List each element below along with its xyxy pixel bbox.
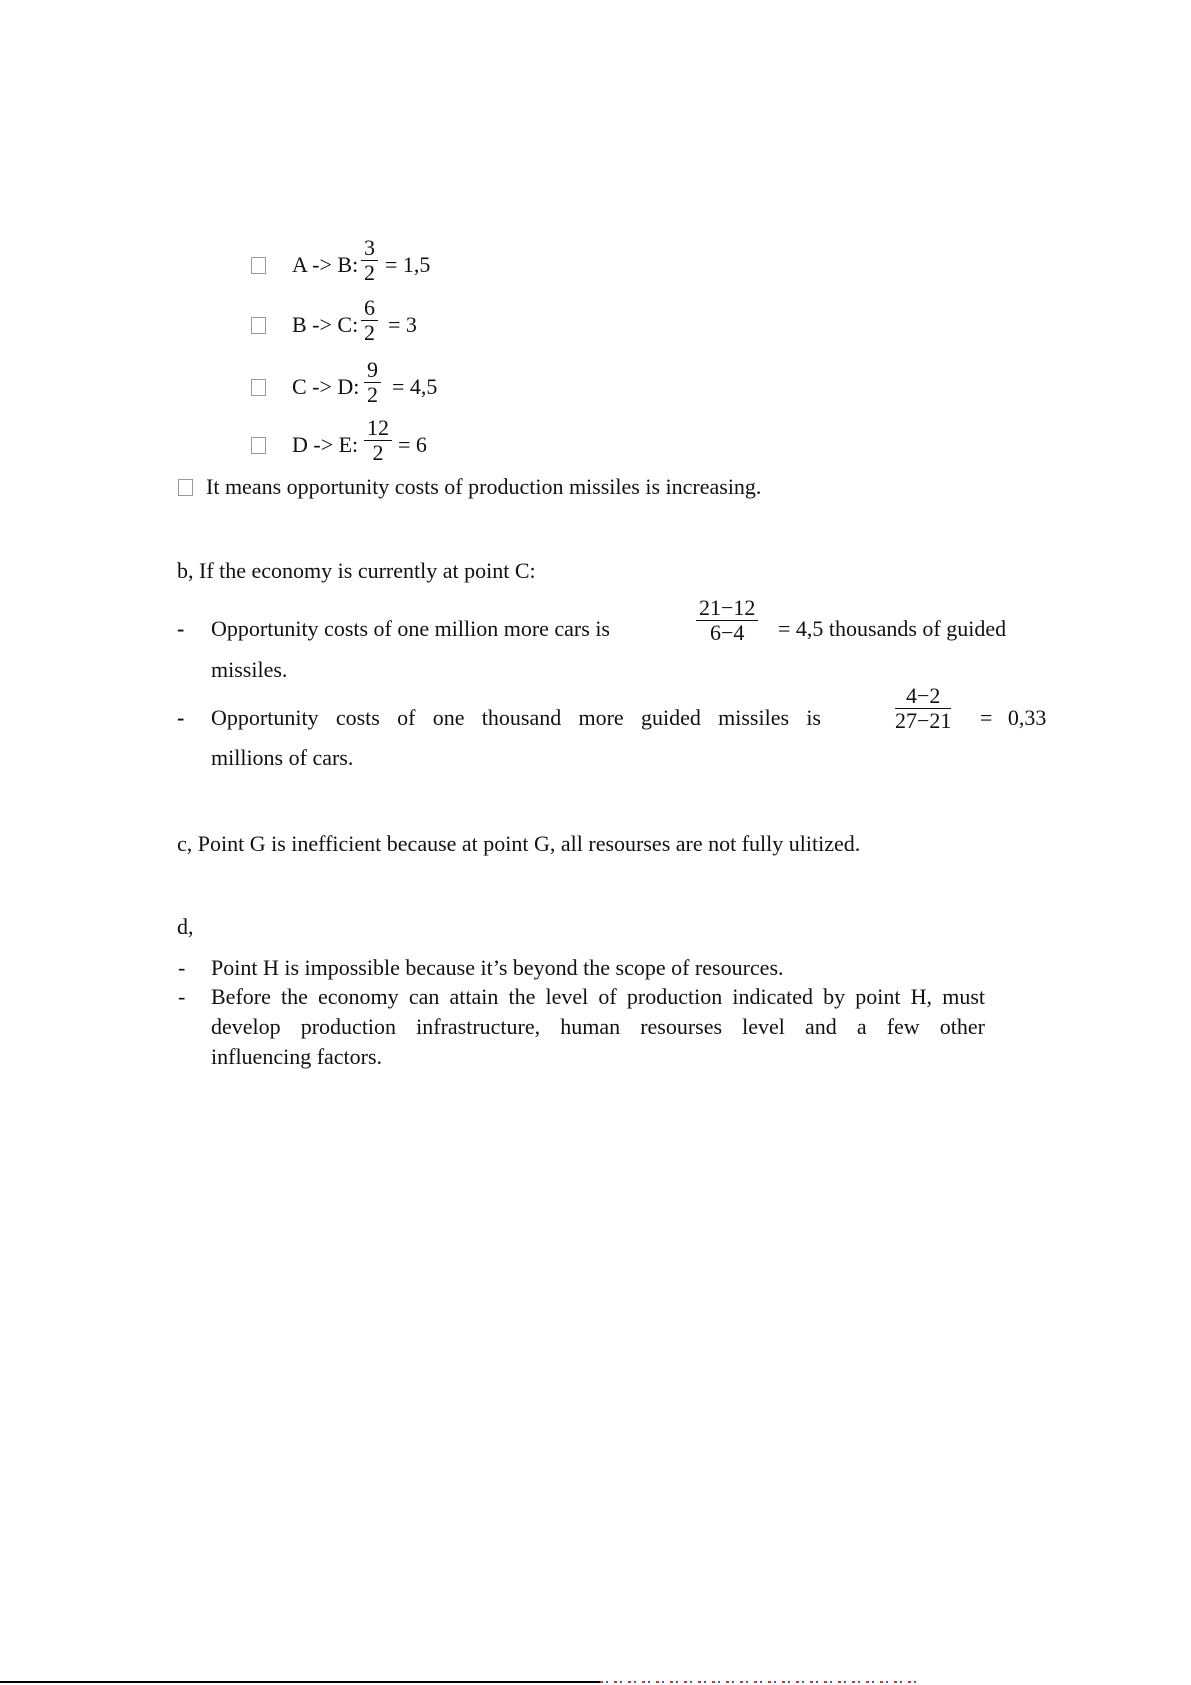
numerator: 6	[361, 296, 378, 321]
denominator: 2	[367, 382, 378, 407]
numerator: 3	[361, 236, 378, 261]
denominator: 2	[364, 320, 375, 345]
numerator: 21−12	[696, 596, 758, 621]
numerator: 9	[364, 358, 381, 383]
row-result: = 3	[388, 312, 417, 337]
part-d-heading: d,	[177, 914, 194, 939]
fraction	[364, 416, 392, 465]
item2-cont: millions of cars.	[211, 745, 354, 770]
fraction	[361, 236, 378, 285]
row-result: = 6	[398, 432, 427, 457]
checkbox-icon	[251, 257, 266, 274]
d-item2-line2: develop production infrastructure, human resourses level and a few other	[211, 1014, 985, 1039]
row-label: D -> E:	[292, 432, 359, 457]
denominator: 2	[364, 260, 375, 285]
item2-result: = 0,33	[980, 705, 1047, 730]
row-label: C -> D:	[292, 374, 360, 399]
fraction	[364, 358, 381, 407]
row-result: = 4,5	[392, 374, 438, 399]
bullet-dash: -	[178, 984, 186, 1009]
d-item2-line3: influencing factors.	[211, 1044, 383, 1069]
denominator: 6−4	[710, 620, 745, 645]
row-label: A -> B:	[292, 252, 359, 277]
d-item1: Point H is impossible because it’s beyond the scope of resources.	[211, 955, 784, 980]
item2-text: Opportunity costs of one thousand more guided missiles is	[211, 705, 821, 730]
numerator: 4−2	[895, 684, 951, 709]
part-b-heading: b, If the economy is currently at point C:	[177, 558, 536, 583]
checkbox-icon	[178, 479, 193, 496]
d-item2-line1: Before the economy can attain the level of production indicated by point H, must	[211, 984, 985, 1009]
denominator: 27−21	[895, 708, 952, 733]
checkbox-icon	[251, 437, 266, 454]
numerator: 12	[364, 416, 392, 441]
fraction	[361, 296, 378, 345]
part-c-text: c, Point G is inefficient because at point G, all resourses are not fully ulitized.	[177, 831, 861, 856]
item1-text: Opportunity costs of one million more cars is	[211, 616, 610, 641]
denominator: 2	[372, 440, 384, 465]
page-bottom-artifact	[600, 1681, 920, 1683]
item1-cont: missiles.	[211, 657, 288, 682]
bullet-dash: -	[178, 955, 186, 980]
bullet-dash: -	[177, 616, 185, 641]
bullet-dash: -	[177, 705, 185, 730]
fraction	[696, 596, 758, 645]
conclusion: It means opportunity costs of production missiles is increasing.	[206, 474, 762, 499]
item1-result: = 4,5 thousands of guided	[778, 616, 1007, 641]
row-label: B -> C:	[292, 312, 359, 337]
row-result: = 1,5	[385, 252, 431, 277]
checkbox-icon	[251, 317, 266, 334]
checkbox-icon	[251, 379, 266, 396]
fraction	[895, 684, 951, 733]
page-bottom-rule	[0, 1681, 600, 1683]
